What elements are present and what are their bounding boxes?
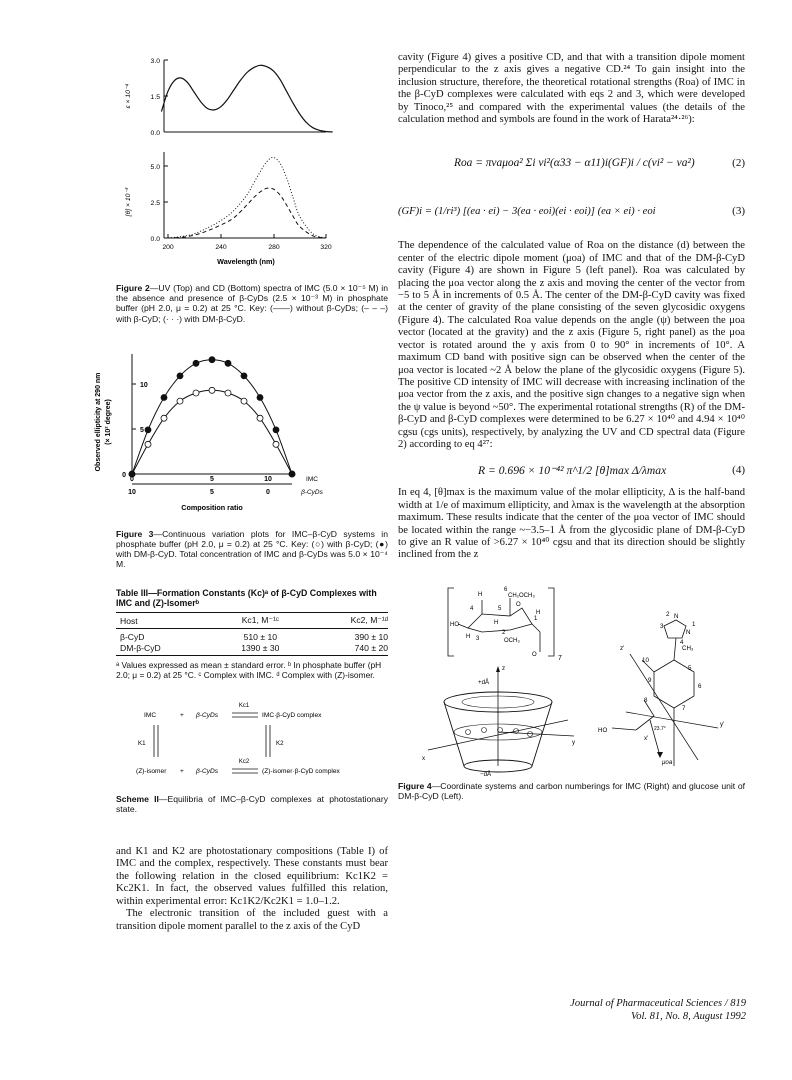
x-tick: 200 (162, 244, 174, 251)
glucose-label: O (516, 601, 521, 608)
imc-label: 9 (648, 676, 652, 684)
scheme-cyd: β-CyDs (196, 767, 219, 775)
fig3-ytick: 5 (140, 426, 144, 434)
fig3-point-beta-cyd (161, 415, 167, 421)
figure-4-caption: Figure 4—Coordinate systems and carbon numberings for IMC (Right) and glucose unit of DM-β-CyD (Left). (398, 780, 745, 801)
scheme-z-isomer: (Z)-isomer (136, 767, 167, 775)
glucose-label: 3 (476, 635, 480, 642)
imc-label: HO (598, 726, 608, 734)
fig3-bottom-xtick: 5 (210, 488, 214, 496)
cavity-label: x (422, 754, 426, 762)
fig3-point-dm-beta-cyd (241, 373, 247, 379)
footer-journal: Journal of Pharmaceutical Sciences / 819 (570, 998, 746, 1009)
table-row: DM-β-CyD 1390 ± 30 740 ± 20 (116, 643, 388, 656)
page-footer (570, 998, 746, 1023)
glucose-label: CH₂OCH₃ (508, 592, 535, 599)
cavity-label: y (572, 738, 576, 746)
fig3-point-beta-cyd (145, 441, 151, 447)
fig3-line-beta-cyd (132, 390, 292, 474)
imc-label: 7 (682, 704, 686, 712)
scheme-plus: + (180, 767, 184, 775)
imc-label: z' (620, 644, 625, 652)
cavity-label: z (502, 664, 506, 672)
scheme-complex: IMC·β-CyD complex (262, 711, 322, 719)
fig3-series-group (129, 357, 295, 477)
fig3-point-dm-beta-cyd (177, 373, 183, 379)
glucose-label: OCH₃ (504, 637, 520, 644)
glucose-label: H (478, 591, 483, 598)
equation-2-number: (2) (732, 157, 745, 170)
figure-2-caption: Figure 2—UV (Top) and CD (Bottom) spectra of IMC (5.0 × 10⁻⁵ M) in the absence and presence of β-CyDs (2.5 × 10⁻³ M) in phosphate buffer (pH 2.0, μ = 0.2) at 25 °C. Key: (——) without β-CyDs; (– – –) with β-CyD; (· · ·) with DM-β-CyD. (116, 283, 388, 324)
x-tick: 240 (215, 244, 227, 251)
uv-ytick: 1.5 (150, 94, 160, 101)
cd-panel (125, 152, 332, 266)
fig3-bottom-xtick: 0 (266, 488, 270, 496)
cd-ytick: 0.0 (150, 236, 160, 243)
fig3-xlabel: Composition ratio (181, 502, 243, 512)
table-row: β-CyD 510 ± 10 390 ± 10 (120, 632, 388, 643)
x-axis-label: Wavelength (nm) (217, 257, 275, 266)
fig3-point-dm-beta-cyd (257, 394, 263, 400)
imc-label: N (674, 612, 679, 620)
equation-3-number: (3) (732, 205, 745, 218)
fig3-point-dm-beta-cyd (145, 427, 151, 433)
imc-label: 6 (698, 682, 702, 690)
imc-structure (598, 611, 724, 766)
scheme-k1: K1 (138, 739, 146, 747)
glucose-label: O (532, 651, 537, 658)
scheme-z-complex: (Z)-isomer·β-CyD complex (262, 767, 340, 775)
glucose-unit-structure (448, 587, 562, 662)
left-paragraph-2: The electronic transition of the included guest with a transition dipole moment parallel to the z axis of the CyD (116, 908, 388, 932)
figure-3-continuous-variation (95, 334, 388, 520)
fig3-ytick: 10 (140, 381, 148, 389)
uv-panel (125, 58, 333, 137)
cd-series-dm-beta-cyd (168, 157, 326, 238)
glucose-label: 6 (504, 586, 508, 593)
x-tick: 320 (320, 244, 332, 251)
scheme-plus: + (180, 711, 184, 719)
scheme-imc: IMC (144, 711, 157, 719)
figure-3-caption: Figure 3—Continuous variation plots for IMC–β-CyD systems in phosphate buffer (pH 2.0, μ = 0.2) at 25 °C. Key: (○) with β-CyD; (●) with DM-β-CyD. Total concentration of IMC and β-CyDs was 5.0 × 10⁻⁴ M. (116, 528, 388, 570)
imc-label: μoa (662, 758, 673, 766)
fig3-point-beta-cyd (193, 390, 199, 396)
table-3 (116, 588, 388, 681)
fig3-point-dm-beta-cyd (193, 360, 199, 366)
cavity-label: −dÅ (480, 770, 492, 778)
fig3-ylabel-outer: Observed ellipticity at 290 nm (95, 372, 102, 472)
left-column (95, 52, 388, 933)
right-column (398, 52, 745, 801)
imc-label: x' (644, 734, 649, 742)
imc-label: N (686, 628, 691, 636)
uv-ytick: 0.0 (150, 130, 160, 137)
figure-4-coordinate-systems (398, 580, 745, 776)
scheme-k2: K2 (276, 739, 284, 747)
fig3-point-dm-beta-cyd (289, 471, 295, 477)
scheme-kc2: Kc2 (238, 758, 250, 765)
fig3-point-beta-cyd (177, 398, 183, 404)
scheme-kc1: Kc1 (238, 702, 250, 709)
glucose-label: H (494, 619, 499, 626)
imc-label: 2 (666, 610, 670, 618)
fig3-top-xtick: 10 (264, 475, 272, 483)
cavity-label: +dÅ (478, 678, 490, 686)
footer-volume: Vol. 81, No. 8, August 1992 (630, 1010, 746, 1022)
x-tick: 280 (268, 244, 280, 251)
fig3-bottom-xname: β-CyDs (301, 488, 323, 496)
cyd-cavity-diagram (422, 665, 576, 778)
table-3-grid (116, 612, 388, 656)
imc-label: CH₃ (682, 644, 694, 652)
glucose-label: 7 (558, 654, 562, 662)
fig3-point-beta-cyd (273, 441, 279, 447)
imc-label: y' (720, 720, 725, 728)
imc-label: 1 (692, 620, 696, 628)
glucose-label: 2 (502, 629, 506, 636)
fig3-point-dm-beta-cyd (161, 394, 167, 400)
right-paragraph-3: In eq 4, [θ]max is the maximum value of the molar ellipticity, Δ is the half-band width at 1/e of maximum ellipticity, and λmax is the wavelength at the absorption maximum. These results indicate that the center of the μoa vector of IMC should be located within the range ~−3.5–1 Å from the glycosidic plane of DM-β-CyD to give an R value of >6.27 × 10⁴⁰ cgsu and that its direction should be slightly inclined from the z (398, 487, 745, 561)
glucose-label: H (536, 609, 541, 616)
scheme-cyd: β-CyDs (196, 711, 219, 719)
fig3-top-xtick: 5 (210, 475, 214, 483)
scheme-2-caption: Scheme II—Equilibria of IMC–β-CyD complexes at photostationary state. (116, 793, 388, 814)
fig3-top-xname: IMC (306, 475, 318, 483)
table-header: Kc1, M⁻¹ᶜ (217, 613, 303, 629)
table-header: Kc2, M⁻¹ᵈ (303, 613, 388, 629)
glucose-label: H (466, 633, 471, 640)
equation-4-number: (4) (732, 464, 745, 477)
glucose-label: 4 (470, 605, 474, 612)
imc-label: 10 (642, 656, 649, 664)
equation-4 (398, 461, 745, 479)
fig3-point-dm-beta-cyd (225, 360, 231, 366)
uv-ytick: 3.0 (150, 58, 160, 65)
cd-series-beta-cyd (168, 188, 326, 238)
fig3-ylabel-inner: (× 10² degree) (105, 398, 112, 445)
table-3-footnote: ᵃ Values expressed as mean ± standard error. ᵇ In phosphate buffer (pH 2.0; μ = 0.2) at 25 °C. ᶜ Complex with IMC. ᵈ Complex with (Z)-isomer. (116, 660, 382, 681)
fig3-point-dm-beta-cyd (273, 427, 279, 433)
glucose-label: 1 (534, 615, 538, 622)
scheme-2-equilibria (116, 695, 388, 787)
right-paragraph-1: cavity (Figure 4) gives a positive CD, and that with a transition dipole moment perpendicular to the z axis gives a negative CD.²⁴ To gain insight into the inclusion structure, therefore, the theoretical rotational strengths (Roa) of IMC in the β-CyD complexes were calculated with eqs 2 and 3, which were developed by Tinoco,²⁵ and compared with the experimental values (the details of the calculation method and symbols are found in the work of Harata²⁴·²⁶): (398, 52, 745, 126)
fig3-point-beta-cyd (257, 415, 263, 421)
imc-label: 23.7° (654, 725, 666, 732)
equation-3-text: (GF)i = (1/ri³) [(ea · ei) − 3(ea · eoi)(ei · eoi)] (ea × ei) · eoi (398, 205, 656, 217)
cd-ylabel: [θ] × 10⁻³ (125, 187, 132, 217)
figure-2-spectra (116, 52, 388, 280)
glucose-label: HO (450, 621, 459, 628)
table-3-title: Table III—Formation Constants (Kc)ᵃ of β-CyD Complexes with IMC and (Z)-Isomerᵇ (116, 587, 377, 609)
left-paragraph-1: and K1 and K2 are photostationary compositions (Table I) of IMC and the complex, respectively. These constants must bear the following relation in the closed equilibrium: Kc1K2 = Kc2K1. In fact, the observed values fulfilled this relation, within experimental error: Kc1K2/Kc2K1 = 1.0–1.2. (116, 846, 388, 907)
uv-ylabel: ε × 10⁻⁴ (125, 83, 132, 109)
fig3-point-beta-cyd (209, 387, 215, 393)
equation-4-text: R = 0.696 × 10⁻⁴² π^1/2 [θ]max Δ/λmax (478, 464, 667, 478)
imc-label: 4 (680, 638, 684, 646)
equation-3 (398, 196, 745, 226)
imc-label: 5 (688, 664, 692, 672)
cd-ytick: 5.0 (150, 164, 160, 171)
cd-ytick: 2.5 (150, 200, 160, 207)
imc-label: 8 (644, 696, 648, 704)
fig3-point-beta-cyd (225, 390, 231, 396)
equation-2 (398, 148, 745, 178)
table-header: Host (116, 613, 217, 629)
right-paragraph-2: The dependence of the calculated value of Roa on the distance (d) between the center of the electric dipole moment (μoa) of IMC and that of the DM-β-CyD cavity (Figure 4) are shown in Figure 5 (left panel). Roa was calculated by placing the μoa vector along the z axis and moving the center of the vector from −5 to 5 Å in increments of 0.5 Å. The center of the DM-β-CyD cavity was fixed at the center of gravity of the plane consisting of the seven glycosidic oxygens (Figure 4). The calculated Roa value depends on the angle (ψ) between the μoa vector (located at the gravity) and the z axis (Figure 5, right panel) as the μoa vector is rotated around the y axis from 0 to 90° in increments of 10°. A maximum CD band with positive sign can be observed when the center of the μoa vector is located ~2 Å below the plane of the glycosidic oxygens (Figure 5). The positive CD intensity of IMC will decrease with increasing inclination of the μoa vector from the z axis, and the positive sign changes to a negative sign when the ψ value is beyond ~50°. The experimental rotational strengths (R) of the DM-β-CyD and β-CyD complexes were determined to be 6.27 × 10⁴⁰ and 4.94 × 10⁴⁰ cgsu (cgs units), respectively, by analyzing the UV and CD spectral data (Figure 2) according to eq 4²⁷: (398, 240, 745, 450)
glucose-label: 5 (498, 605, 502, 612)
uv-series-line (161, 65, 332, 132)
fig3-point-dm-beta-cyd (209, 357, 215, 363)
imc-label: 3 (660, 622, 664, 630)
fig3-point-beta-cyd (241, 398, 247, 404)
fig3-line-dm-beta-cyd (132, 360, 292, 474)
fig3-top-xtick: 0 (130, 475, 134, 483)
fig3-bottom-xtick: 10 (128, 488, 136, 496)
equation-2-text: Roa = πνaμoa² Σi νi²(α33 − α11)i(GF)i / c(νi² − νa²) (454, 157, 695, 170)
fig3-ytick: 0 (122, 471, 126, 479)
